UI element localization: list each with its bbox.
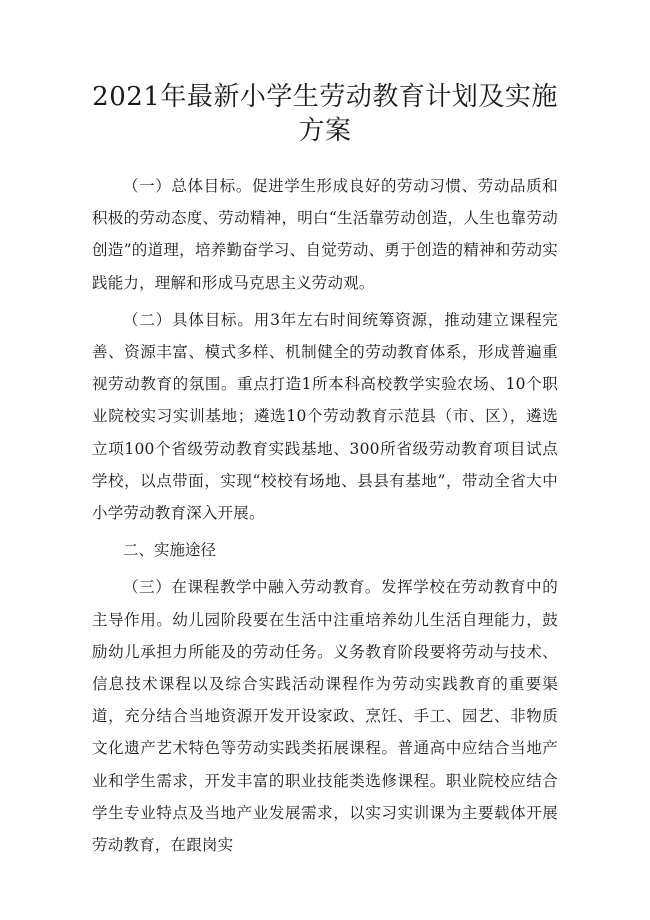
document-body xyxy=(92,170,558,861)
paragraph-specific-goal: （二）具体目标。用3年左右时间统筹资源，推动建立课程完善、资源丰富、模式多样、机制健全的劳动教育体系，形成普遍重视劳动教育的氛围。重点打造1所本科高校教学实验农场、10个职业院校实习实训基地；遴选10个劳动教育示范县（市、区），遴选立项100个省级劳动教育实践基地、300所省级劳动教育项目试点学校，以点带面，实现“校校有场地、县县有基地”，带动全省大中小学劳动教育深入开展。 xyxy=(92,310,558,523)
paragraph-curriculum: （三）在课程教学中融入劳动教育。发挥学校在劳动教育中的主导作用。幼儿园阶段要在生活中注重培养幼儿生活自理能力，鼓励幼儿承担力所能及的劳动任务。义务教育阶段要将劳动与技术、信息技术课程以及综合实践活动课程作为劳动实践教育的重要渠道，充分结合当地资源开发开设家政、烹饪、手工、园艺、非物质文化遗产艺术特色等劳动实践类拓展课程。普通高中应结合当地产业和学生需求，开发丰富的职业技能类选修课程。职业院校应结合学生专业特点及当地产业发展需求，以实习实训课为主要载体开展劳动教育，在跟岗实 xyxy=(92,578,558,855)
section-heading-implementation: 二、实施途径 xyxy=(123,541,217,560)
paragraph-overall-goal: （一）总体目标。促进学生形成良好的劳动习惯、劳动品质和积极的劳动态度、劳动精神，明白“生活靠劳动创造，人生也靠劳动创造”的道理，培养勤奋学习、自觉劳动、勇于创造的精神和劳动实践能力，理解和形成马克思主义劳动观。 xyxy=(92,177,558,292)
document-title: 2021年最新小学生劳动教育计划及实施方案 xyxy=(92,82,558,146)
